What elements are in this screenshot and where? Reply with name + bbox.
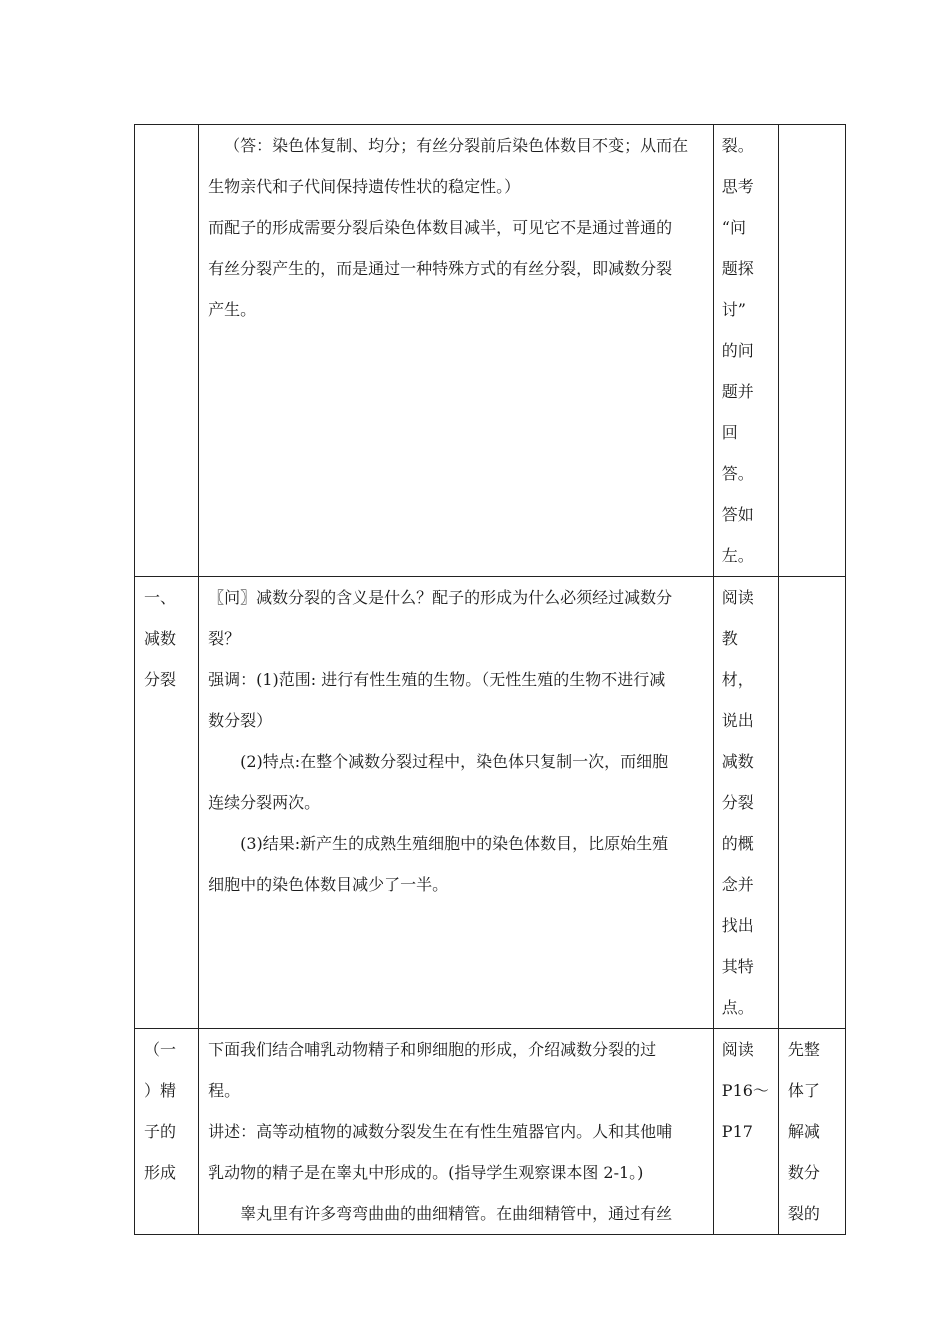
content-cell <box>199 577 714 1029</box>
student-line: 找出 <box>721 916 754 935</box>
intent-cell <box>778 125 845 577</box>
section-line: 减数 <box>144 629 177 648</box>
student-line: 点。 <box>721 998 754 1017</box>
table-row <box>135 125 846 577</box>
section-line: 一、 <box>144 588 177 607</box>
content-line: 有丝分裂产生的，而是通过一种特殊方式的有丝分裂，即减数分裂 <box>208 259 673 278</box>
section-line: 形成 <box>144 1163 177 1182</box>
student-line: 说出 <box>721 711 754 730</box>
content-line: 裂？ <box>208 629 241 648</box>
intent-line: 数分 <box>787 1163 820 1182</box>
student-line: 答如 <box>721 505 754 524</box>
content-line: 睾丸里有许多弯弯曲曲的曲细精管。在曲细精管中，通过有丝 <box>240 1204 673 1223</box>
student-line: P16～ <box>721 1081 769 1100</box>
content-line: （答：染色体复制、均分；有丝分裂前后染色体数目不变；从而在 <box>224 136 689 155</box>
student-line: 减数 <box>721 752 754 771</box>
student-line: 思考 <box>721 177 754 196</box>
student-line: 题探 <box>721 259 754 278</box>
student-line: “问 <box>721 218 746 237</box>
student-line: 的问 <box>721 341 754 360</box>
student-line: 的概 <box>721 834 754 853</box>
intent-line: 裂的 <box>787 1204 820 1223</box>
content-line: 程。 <box>208 1081 241 1100</box>
lesson-plan-table <box>134 124 846 1235</box>
content-line: 而配子的形成需要分裂后染色体数目减半，可见它不是通过普通的 <box>208 218 673 237</box>
student-line: 题并 <box>721 382 754 401</box>
student-line: 讨” <box>721 300 746 319</box>
content-line: 讲述：高等动植物的减数分裂发生在有性生殖器官内。人和其他哺 <box>208 1122 673 1141</box>
student-line: 材， <box>721 670 754 689</box>
content-line: 连续分裂两次。 <box>208 793 321 812</box>
section-line: （一 <box>144 1040 177 1059</box>
student-activity-cell <box>713 125 778 577</box>
content-line: 生物亲代和子代间保持遗传性状的稳定性。） <box>208 177 521 196</box>
student-line: P17 <box>721 1122 753 1141</box>
student-line: 左。 <box>721 546 754 565</box>
intent-cell <box>778 577 845 1029</box>
intent-cell <box>778 1029 845 1235</box>
content-line: (3)结果:新产生的成熟生殖细胞中的染色体数目，比原始生殖 <box>240 834 669 853</box>
content-line: 产生。 <box>208 300 257 319</box>
content-line: 乳动物的精子是在睾丸中形成的。(指导学生观察课本图 2-1。) <box>208 1163 644 1182</box>
student-line: 回 <box>721 423 738 442</box>
section-line: 分裂 <box>144 670 177 689</box>
student-line: 念并 <box>721 875 754 894</box>
student-line: 阅读 <box>721 588 754 607</box>
student-line: 教 <box>721 629 738 648</box>
content-cell <box>199 125 714 577</box>
content-line: 数分裂） <box>208 711 273 730</box>
table-row <box>135 577 846 1029</box>
student-activity-cell <box>713 1029 778 1235</box>
intent-line: 体了 <box>787 1081 820 1100</box>
section-cell <box>135 125 199 577</box>
content-line: 〖问〗减数分裂的含义是什么？配子的形成为什么必须经过减数分 <box>208 588 673 607</box>
content-line: 细胞中的染色体数目减少了一半。 <box>208 875 449 894</box>
section-line: ）精 <box>144 1081 177 1100</box>
content-line: (2)特点:在整个减数分裂过程中，染色体只复制一次，而细胞 <box>240 752 669 771</box>
section-line: 子的 <box>144 1122 177 1141</box>
student-line: 裂。 <box>721 136 754 155</box>
section-cell <box>135 1029 199 1235</box>
content-line: 下面我们结合哺乳动物精子和卵细胞的形成，介绍减数分裂的过 <box>208 1040 657 1059</box>
student-line: 阅读 <box>721 1040 754 1059</box>
student-activity-cell <box>713 577 778 1029</box>
intent-line: 先整 <box>787 1040 820 1059</box>
intent-line: 解减 <box>787 1122 820 1141</box>
student-line: 答。 <box>721 464 754 483</box>
content-cell <box>199 1029 714 1235</box>
table-row <box>135 1029 846 1235</box>
student-line: 其特 <box>721 957 754 976</box>
student-line: 分裂 <box>721 793 754 812</box>
content-line: 强调：(1)范围: 进行有性生殖的生物。（无性生殖的生物不进行减 <box>208 670 666 689</box>
section-cell <box>135 577 199 1029</box>
